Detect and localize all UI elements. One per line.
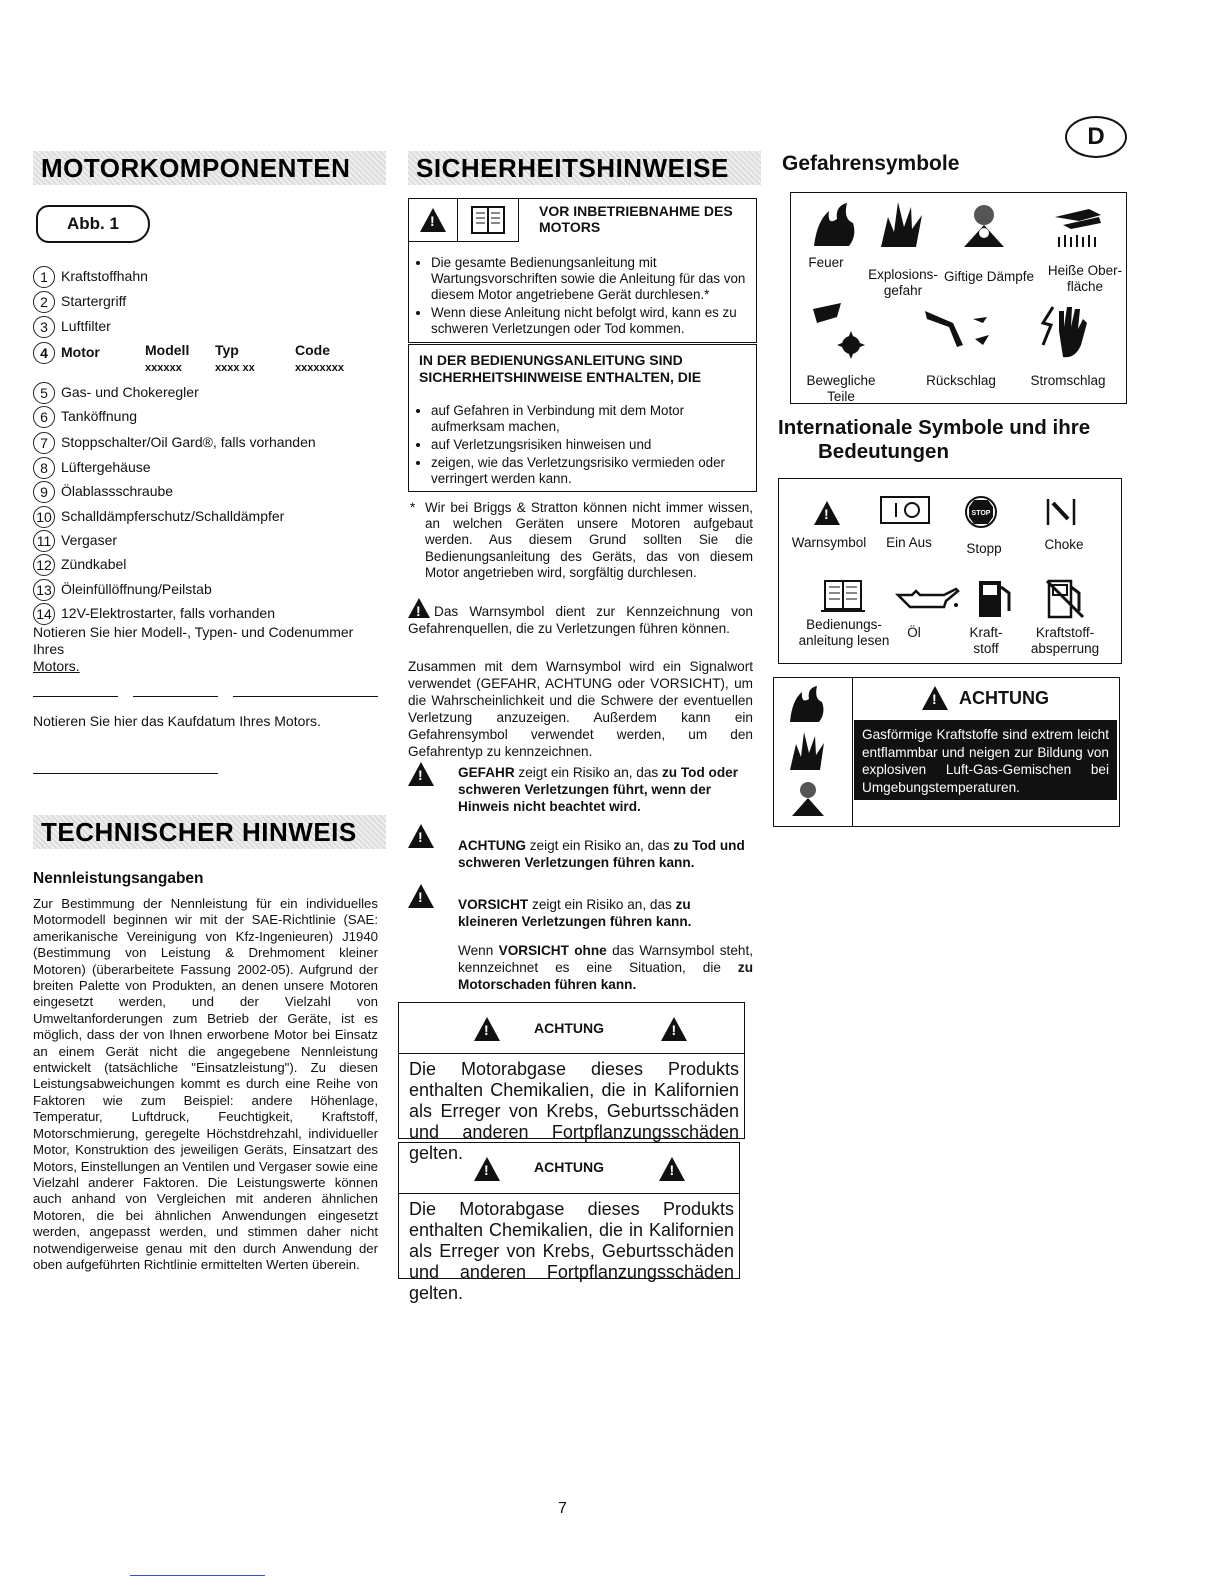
component-item-6 <box>33 404 137 428</box>
component-label: Ölablassschraube <box>61 483 174 499</box>
typ-value: xxxx xx <box>215 362 255 374</box>
warning-triangle-icon <box>474 1157 500 1181</box>
modell-label: Modell <box>145 342 190 358</box>
tech-text: Zur Bestimmung der Nennleistung für ein individuelles Motormodell beginnen wir mit der SAE-Richtlinie (SAE: amerikanische Vereinigung von Kfz-Ingenieuren) J1940 (Bestimmung von Leistung & Drehmoment kleiner Motoren) (überarbeitete Fassung 2002-05). Aufgrund der breiten Palette von Produkten, an denen unsere Motoren eingesetzt werden, und der Vielzahl von Umweltanforderungen zum Betrieb der Geräte, ist es möglich, dass der von Ihnen erworbene Motor bei Einsatz an einem Gerät nicht die angegebene Nennleistung entwickelt (tatsächliche "Einsatzleistung"). Zu diesen Leistungsabweichungen kommt es durch eine Reihe von Faktoren wie zum Beispiel: andere Höhenlage, Temperatur, Luftdruck, Feuchtigkeit, Kraftstoff, Motorschmierung, geregelte Höchstdrehzahl, individueller Motor, Konstruktion des jeweiligen Geräts, Einsatzart des Motors, Einstellungen an Ventilen und Vergaser sowie eine Vielzahl anderer Faktoren. Die Leistungswerte können auch anhand von Vergleichen mit anderen ähnlichen Motoren, die bei ähnlichen Anwendungen eingesetzt werden, angepasst werden, und stimmen daher nicht notwendigerweise genau mit den durch Anwendung der oben aufgeführten Richtlinie ermittelten Werten überein. <box>33 896 378 1272</box>
typ-label: Typ <box>215 342 239 358</box>
toxic-fumes-icon <box>956 197 1012 249</box>
int-label-fuel: Kraft-stoff <box>969 625 1003 656</box>
on-off-icon <box>879 495 931 525</box>
explosion-icon <box>786 728 830 772</box>
achtung-label: ACHTUNG <box>959 688 1049 708</box>
safety-box-1 <box>408 198 757 343</box>
number-circle-icon: 1 <box>33 266 55 288</box>
note-date: Notieren Sie hier das Kaufdatum Ihres Motors. <box>33 713 321 729</box>
wenn-para: Wenn VORSICHT ohne das Warnsymbol steht, kennzeichnet es eine Situation, die zu Motorschaden führen kann. <box>458 943 753 992</box>
box2-title: IN DER BEDIENUNGSANLEITUNG SIND SICHERHEITSHINWEISE ENTHALTEN, DIE <box>419 352 702 385</box>
achtung-row: ! ACHTUNG zeigt ein Risiko an, das zu Tod und schweren Verletzungen führen kann. <box>408 822 753 851</box>
box2-bullet-2: • auf Verletzungsrisiken hinweisen und <box>431 437 749 453</box>
fuel-pump-icon <box>975 577 1017 619</box>
achtung-gas-box <box>773 677 1120 827</box>
international-symbols-title: Internationale Symbole und ihre Bedeutungen <box>778 416 1091 463</box>
stop-icon <box>964 495 998 529</box>
component-label: Vergaser <box>61 532 118 548</box>
achtung-box-text: Die Motorabgase dieses Produkts enthalten Chemikalien, die in Kalifornien als Erreger von Krebs, Geburtsschäden und anderen Fortpflanzungsschäden gelten. <box>409 1199 734 1303</box>
svg-text:STOP: STOP <box>971 510 991 517</box>
box1-bullet-2: • Wenn diese Anleitung nicht befolgt wird, kann es zu schweren Verletzungen oder Tod kommen. <box>431 305 749 337</box>
component-item-1 <box>33 264 148 288</box>
section-header-motorkomponenten: MOTORKOMPONENTEN <box>33 151 386 185</box>
number-circle-icon: 13 <box>33 579 55 601</box>
warning-triangle-icon <box>408 762 434 786</box>
box1-bullets <box>409 255 749 339</box>
int-label-manual: Bedienungs-anleitung lesen <box>798 617 890 648</box>
component-item-13 <box>33 577 212 601</box>
number-circle-icon: 4 <box>33 342 55 364</box>
achtung-box-text: Die Motorabgase dieses Produkts enthalten Chemikalien, die in Kalifornien als Erreger von Krebs, Geburtsschäden und anderen Fortpflanzungsschäden gelten. <box>409 1059 739 1163</box>
section-header-technischer-hinweis: TECHNISCHER HINWEIS <box>33 815 386 849</box>
gefahrensymbole-title: Gefahrensymbole <box>782 152 960 175</box>
model-line-1[interactable] <box>33 696 118 697</box>
component-item-2 <box>33 289 126 313</box>
hazard-label-toxic: Giftige Dämpfe <box>943 269 1035 284</box>
component-item-9 <box>33 479 173 503</box>
hazard-label-explosion: Explosions-gefahr <box>868 267 938 298</box>
number-circle-icon: 6 <box>33 406 55 428</box>
component-label: Motor <box>61 344 100 360</box>
number-circle-icon: 2 <box>33 291 55 313</box>
achtung-label: ACHTUNG <box>534 1020 604 1036</box>
component-label: Luftfilter <box>61 318 111 334</box>
manual-book-icon <box>458 199 518 241</box>
manual-book-icon <box>817 577 869 615</box>
model-line-3[interactable] <box>233 696 378 697</box>
vorsicht-row: ! VORSICHT zeigt ein Risiko an, das zu kleineren Verletzungen führen kann. <box>408 882 753 911</box>
box1-title: VOR INBETRIEBNAHME DES MOTORS <box>539 203 733 235</box>
number-circle-icon: 10 <box>33 506 55 528</box>
hazard-label-hot: Heiße Ober-fläche <box>1047 263 1123 294</box>
number-circle-icon: 14 <box>33 603 55 625</box>
page-number: 7 <box>558 1500 567 1517</box>
star-note: * Wir bei Briggs & Stratton können nicht immer wissen, an welchen Geräten unsere Motoren aufgebaut werden. Aus diesem Grund sollten Sie die Bedienungsanleitung des Geräts, das von diesem Motor angetrieben wird, sorgfältig durchlesen. <box>410 500 753 580</box>
component-item-14 <box>33 601 275 625</box>
kickback-icon <box>923 305 995 355</box>
model-line-2[interactable] <box>133 696 218 697</box>
signal-para: Zusammen mit dem Warnsymbol wird ein Signalwort verwendet (GEFAHR, ACHTUNG oder VORSICHT), um die Wahrscheinlichkeit und die Schwere der eventuellen Verletzung anzuzeigen. Außerdem kann ein Gefahrensymbol verwendet werden, um den Gefahrentyp zu kennzeichnen. <box>408 659 753 759</box>
component-label: Zündkabel <box>61 556 127 572</box>
number-circle-icon: 3 <box>33 316 55 338</box>
component-label: Startergriff <box>61 293 127 309</box>
note-model: Notieren Sie hier Modell-, Typen- und Codenummer Ihres Motors. <box>33 624 354 674</box>
footer-line <box>130 1575 265 1576</box>
moving-parts-icon <box>811 301 869 361</box>
component-item-7 <box>33 430 316 454</box>
component-item-3 <box>33 314 111 338</box>
number-circle-icon: 9 <box>33 481 55 503</box>
int-label-oil: Öl <box>907 625 921 640</box>
modell-value: xxxxxx <box>145 362 182 374</box>
oil-can-icon <box>894 587 962 611</box>
component-item-10 <box>33 504 284 528</box>
toxic-fumes-icon <box>786 776 830 820</box>
component-label: Kraftstoffhahn <box>61 268 148 284</box>
warning-triangle-icon <box>661 1017 687 1041</box>
fuel-shutoff-icon <box>1045 577 1087 619</box>
box2-bullet-3: • zeigen, wie das Verletzungsrisiko vermieden oder verringert werden kann. <box>431 455 749 487</box>
box2-bullets <box>409 403 749 489</box>
hazard-label-moving: Bewegliche Teile <box>806 373 876 404</box>
achtung-gas-text: Gasförmige Kraftstoffe sind extrem leicht entflammbar und neigen zur Bildung von explosiven Luft-Gas-Gemischen bei Umgebungstemperaturen. <box>854 720 1117 800</box>
hazard-symbols-box <box>790 192 1127 404</box>
component-label: Gas- und Chokeregler <box>61 384 199 400</box>
number-circle-icon: 8 <box>33 457 55 479</box>
international-symbols-box <box>778 478 1122 664</box>
code-value: xxxxxxxx <box>295 362 344 374</box>
choke-icon <box>1044 495 1078 529</box>
fire-icon <box>809 201 859 249</box>
int-label-warning: Warnsymbol <box>791 535 867 550</box>
number-circle-icon: 11 <box>33 530 55 552</box>
warning-triangle-icon <box>474 1017 500 1041</box>
warning-triangle-icon <box>408 824 434 848</box>
gefahr-row: ! GEFAHR zeigt ein Risiko an, das zu Tod oder schweren Verletzungen führt, wenn der Hinweis nicht beachtet wird. <box>408 758 753 787</box>
achtung-label: ACHTUNG <box>534 1159 604 1175</box>
hazard-label-shock: Stromschlag <box>1030 373 1106 388</box>
warning-triangle-icon <box>408 884 434 908</box>
number-circle-icon: 7 <box>33 432 55 454</box>
component-label: Schalldämpferschutz/Schalldämpfer <box>61 508 285 524</box>
language-badge: D <box>1065 116 1127 158</box>
box1-icon-cell <box>409 199 458 242</box>
number-circle-icon: 12 <box>33 554 55 576</box>
component-item-12 <box>33 552 126 576</box>
component-item-4 <box>33 340 100 364</box>
component-label: 12V-Elektrostarter, falls vorhanden <box>61 605 276 621</box>
warning-triangle-icon <box>408 598 430 618</box>
warning-triangle-icon <box>814 501 840 525</box>
component-item-8 <box>33 455 151 479</box>
box1-bullet-1: • Die gesamte Bedienungsanleitung mit Wartungsvorschriften sowie die Anleitung für das von diesem Motor angetriebene Gerät durchlesen.* <box>431 255 749 303</box>
component-item-11 <box>33 528 117 552</box>
achtung-gas-icon-cell <box>774 678 853 826</box>
explosion-icon <box>876 197 926 249</box>
fire-icon <box>786 684 828 724</box>
number-circle-icon: 5 <box>33 382 55 404</box>
component-item-5 <box>33 380 199 404</box>
warning-triangle-icon <box>659 1157 685 1181</box>
safety-box-2 <box>408 344 757 492</box>
hazard-label-fire: Feuer <box>808 255 844 270</box>
component-label: Lüftergehäuse <box>61 459 151 475</box>
warning-triangle-icon <box>420 208 446 232</box>
int-label-stop: Stopp <box>966 541 1002 556</box>
hot-surface-icon <box>1049 203 1107 249</box>
box2-bullet-1: • auf Gefahren in Verbindung mit dem Motor aufmerksam machen, <box>431 403 749 435</box>
warning-triangle-icon <box>922 686 948 710</box>
section-header-sicherheitshinweise: SICHERHEITSHINWEISE <box>408 151 761 185</box>
box1-book-cell <box>458 199 519 242</box>
component-label: Stoppschalter/Oil Gard®, falls vorhanden <box>61 434 316 450</box>
hazard-label-kickback: Rückschlag <box>926 373 996 388</box>
achtung-box-1 <box>398 1002 745 1163</box>
electric-shock-icon <box>1037 301 1093 363</box>
component-label: Tanköffnung <box>61 408 138 424</box>
tech-subtitle: Nennleistungsangaben <box>33 870 204 887</box>
achtung-box-2 <box>398 1142 740 1303</box>
component-label: Öleinfüllöffnung/Peilstab <box>61 581 212 597</box>
code-label: Code <box>295 342 330 358</box>
date-line[interactable] <box>33 773 218 774</box>
int-label-choke: Choke <box>1044 537 1084 552</box>
warn-symbol-para: !Das Warnsymbol dient zur Kennzeichnung von Gefahrenquellen, die zu Verletzungen führen können. <box>408 598 753 637</box>
int-label-fuel-shutoff: Kraftstoff-absperrung <box>1030 625 1100 656</box>
abb-badge: Abb. 1 <box>36 205 150 243</box>
int-label-onoff: Ein Aus <box>886 535 932 550</box>
